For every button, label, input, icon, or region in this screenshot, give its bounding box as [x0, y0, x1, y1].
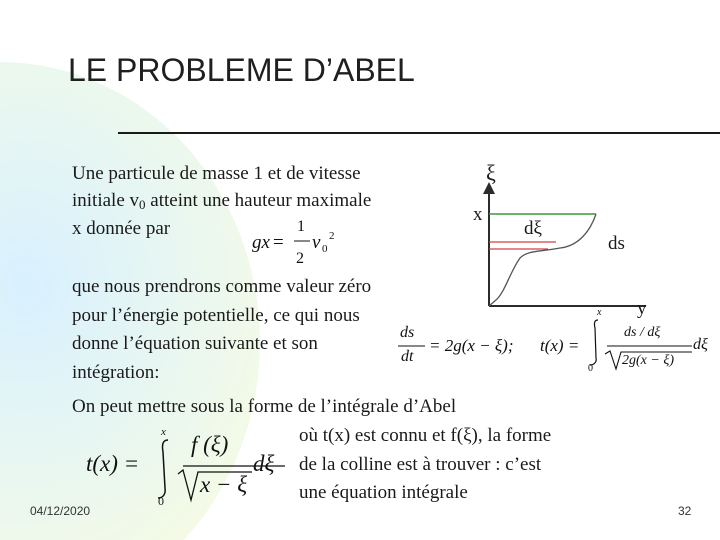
slide-title: LE PROBLEME D’ABEL: [68, 52, 415, 88]
intro-line-1: Une particule de masse 1 et de vitesse: [72, 163, 361, 184]
diff-num: ds / dξ: [624, 325, 661, 340]
energy-lhs: gx: [252, 232, 270, 253]
x-label: x: [473, 204, 483, 225]
diff-ds: ds: [400, 324, 415, 341]
diff-integral-sign: [590, 320, 598, 365]
intro-line-2: initiale $v_0$ atteint une hauteur maximale: [72, 190, 372, 212]
diff-dt: dt: [401, 348, 414, 365]
ds-label: ds: [608, 233, 625, 254]
side-line-2: de la colline est à trouver : c’est: [299, 454, 542, 475]
body-line-4: intégration:: [72, 362, 160, 383]
intro-line-3: x donnée par: [72, 218, 171, 239]
abel-upper: x: [161, 426, 166, 438]
diff-tx: t(x) =: [540, 336, 580, 355]
energy-vsup: 2: [329, 230, 335, 242]
side-line-3: une équation intégrale: [299, 482, 468, 503]
body-line-3: donne l’équation suivante et son: [72, 333, 318, 354]
y-label: y: [637, 298, 647, 319]
hill-curve: [489, 214, 596, 306]
side-line-1: où t(x) est connu et f(ξ), la forme: [299, 425, 552, 446]
abel-tail: dξ: [253, 451, 275, 476]
body-line-2: pour l’énergie potentielle, ce qui nous: [72, 305, 360, 326]
footer-date: 04/12/2020: [30, 504, 91, 518]
energy-vsub: 0: [322, 243, 328, 255]
diff-upper: x: [597, 307, 602, 318]
body-line-5: On peut mettre sous la forme de l’intégrale d’Abel: [72, 396, 457, 417]
energy-equals: =: [273, 232, 284, 253]
energy-v: v: [312, 232, 321, 253]
abel-num: f (ξ): [191, 432, 229, 457]
abel-lhs: t(x) =: [86, 451, 140, 476]
abel-lower: 0: [158, 494, 164, 508]
page-number: 32: [678, 504, 692, 518]
abel-den: x − ξ: [200, 472, 248, 497]
diff-den: 2g(x − ξ): [622, 353, 674, 368]
diff-lower: 0: [588, 363, 593, 374]
abel-integral-sign: [158, 440, 168, 498]
body-line-1: que nous prendrons comme valeur zéro: [72, 276, 372, 297]
diff-rhs: = 2g(x − ξ);: [429, 336, 514, 355]
energy-den: 2: [296, 250, 304, 267]
xi-label: ξ: [486, 160, 496, 185]
diff-tail: dξ: [693, 336, 708, 353]
energy-num: 1: [297, 218, 305, 235]
dxi-label: dξ: [524, 218, 542, 239]
